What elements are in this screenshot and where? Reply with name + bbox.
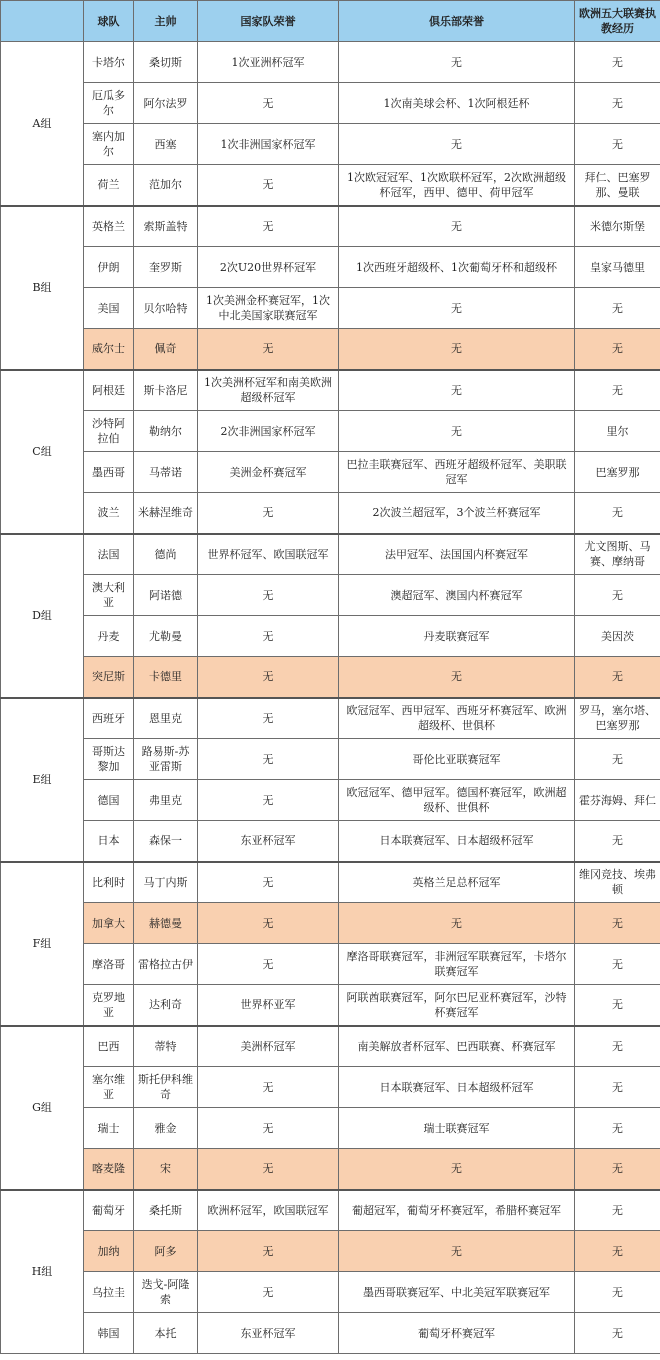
coach-cell: 马蒂诺 bbox=[134, 452, 198, 493]
national-honors-cell: 世界杯亚军 bbox=[198, 985, 339, 1026]
table-body bbox=[1, 42, 660, 1354]
europe-experience-cell: 无 bbox=[575, 1190, 660, 1231]
table-row bbox=[1, 1108, 660, 1149]
table-row bbox=[1, 780, 660, 821]
national-honors-cell: 无 bbox=[198, 616, 339, 657]
national-honors-cell: 无 bbox=[198, 657, 339, 698]
team-cell: 克罗地亚 bbox=[84, 985, 134, 1026]
europe-experience-cell: 尤文图斯、马赛、摩纳哥 bbox=[575, 534, 660, 575]
team-cell: 荷兰 bbox=[84, 165, 134, 206]
table-row bbox=[1, 411, 660, 452]
table-row bbox=[1, 862, 660, 903]
team-cell: 葡萄牙 bbox=[84, 1190, 134, 1231]
team-cell: 比利时 bbox=[84, 862, 134, 903]
club-honors-cell: 1次西班牙超级杯、1次葡萄牙杯和超级杯 bbox=[339, 247, 575, 288]
team-cell: 瑞士 bbox=[84, 1108, 134, 1149]
europe-experience-cell: 无 bbox=[575, 985, 660, 1026]
team-cell: 加纳 bbox=[84, 1231, 134, 1272]
club-honors-cell: 1次南美球会杯、1次阿根廷杯 bbox=[339, 83, 575, 124]
europe-experience-cell: 里尔 bbox=[575, 411, 660, 452]
team-cell: 威尔士 bbox=[84, 329, 134, 370]
club-honors-cell: 法甲冠军、法国国内杯赛冠军 bbox=[339, 534, 575, 575]
national-honors-cell: 1次亚洲杯冠军 bbox=[198, 42, 339, 83]
europe-experience-cell: 巴塞罗那 bbox=[575, 452, 660, 493]
team-cell: 卡塔尔 bbox=[84, 42, 134, 83]
coach-cell: 桑切斯 bbox=[134, 42, 198, 83]
national-honors-cell: 无 bbox=[198, 1149, 339, 1190]
national-honors-cell: 1次美洲金杯赛冠军，1次中北美国家联赛冠军 bbox=[198, 288, 339, 329]
team-cell: 加拿大 bbox=[84, 903, 134, 944]
club-honors-cell: 无 bbox=[339, 42, 575, 83]
club-honors-cell: 葡萄牙杯赛冠军 bbox=[339, 1313, 575, 1354]
europe-experience-cell: 无 bbox=[575, 493, 660, 534]
coach-cell: 蒂特 bbox=[134, 1026, 198, 1067]
coach-cell: 达利奇 bbox=[134, 985, 198, 1026]
header-club-honors: 俱乐部荣誉 bbox=[339, 1, 575, 42]
table-row bbox=[1, 1026, 660, 1067]
europe-experience-cell: 无 bbox=[575, 575, 660, 616]
coach-cell: 雷格拉古伊 bbox=[134, 944, 198, 985]
club-honors-cell: 无 bbox=[339, 288, 575, 329]
europe-experience-cell: 无 bbox=[575, 329, 660, 370]
club-honors-cell: 欧冠冠军、德甲冠军。德国杯赛冠军，欧洲超级杯、世俱杯 bbox=[339, 780, 575, 821]
group-label: C组 bbox=[1, 370, 84, 534]
europe-experience-cell: 无 bbox=[575, 1067, 660, 1108]
team-cell: 伊朗 bbox=[84, 247, 134, 288]
header-row bbox=[1, 1, 660, 42]
team-cell: 英格兰 bbox=[84, 206, 134, 247]
national-honors-cell: 2次U20世界杯冠军 bbox=[198, 247, 339, 288]
table-row bbox=[1, 698, 660, 739]
coach-cell: 弗里克 bbox=[134, 780, 198, 821]
team-cell: 德国 bbox=[84, 780, 134, 821]
europe-experience-cell: 美因茨 bbox=[575, 616, 660, 657]
national-honors-cell: 美洲金杯赛冠军 bbox=[198, 452, 339, 493]
national-honors-cell: 2次非洲国家杯冠军 bbox=[198, 411, 339, 452]
europe-experience-cell: 无 bbox=[575, 1272, 660, 1313]
team-cell: 喀麦隆 bbox=[84, 1149, 134, 1190]
table-row bbox=[1, 1313, 660, 1354]
group-label: E组 bbox=[1, 698, 84, 862]
coach-cell: 西塞 bbox=[134, 124, 198, 165]
team-cell: 哥斯达黎加 bbox=[84, 739, 134, 780]
coach-cell: 斯托伊科维奇 bbox=[134, 1067, 198, 1108]
national-honors-cell: 无 bbox=[198, 165, 339, 206]
table-row bbox=[1, 1272, 660, 1313]
club-honors-cell: 墨西哥联赛冠军、中北美冠军联赛冠军 bbox=[339, 1272, 575, 1313]
club-honors-cell: 欧冠冠军、西甲冠军、西班牙杯赛冠军、欧洲超级杯、世俱杯 bbox=[339, 698, 575, 739]
team-cell: 沙特阿拉伯 bbox=[84, 411, 134, 452]
europe-experience-cell: 罗马，塞尔塔、巴塞罗那 bbox=[575, 698, 660, 739]
club-honors-cell: 无 bbox=[339, 124, 575, 165]
europe-experience-cell: 无 bbox=[575, 1026, 660, 1067]
europe-experience-cell: 无 bbox=[575, 370, 660, 411]
national-honors-cell: 无 bbox=[198, 944, 339, 985]
national-honors-cell: 无 bbox=[198, 83, 339, 124]
table-row bbox=[1, 452, 660, 493]
table-row bbox=[1, 370, 660, 411]
table-row bbox=[1, 821, 660, 862]
coach-cell: 桑托斯 bbox=[134, 1190, 198, 1231]
europe-experience-cell: 无 bbox=[575, 1231, 660, 1272]
national-honors-cell: 东亚杯冠军 bbox=[198, 821, 339, 862]
table-row bbox=[1, 206, 660, 247]
europe-experience-cell: 无 bbox=[575, 42, 660, 83]
coach-cell: 森保一 bbox=[134, 821, 198, 862]
europe-experience-cell: 无 bbox=[575, 288, 660, 329]
coach-cell: 奎罗斯 bbox=[134, 247, 198, 288]
table-row bbox=[1, 288, 660, 329]
club-honors-cell: 巴拉圭联赛冠军、西班牙超级杯冠军、美职联冠军 bbox=[339, 452, 575, 493]
coach-cell: 恩里克 bbox=[134, 698, 198, 739]
table-row bbox=[1, 657, 660, 698]
club-honors-cell: 摩洛哥联赛冠军，非洲冠军联赛冠军，卡塔尔联赛冠军 bbox=[339, 944, 575, 985]
table-row bbox=[1, 616, 660, 657]
coach-cell: 卡德里 bbox=[134, 657, 198, 698]
team-cell: 塞内加尔 bbox=[84, 124, 134, 165]
group-label: G组 bbox=[1, 1026, 84, 1190]
team-cell: 美国 bbox=[84, 288, 134, 329]
club-honors-cell: 无 bbox=[339, 1149, 575, 1190]
national-honors-cell: 无 bbox=[198, 903, 339, 944]
national-honors-cell: 无 bbox=[198, 780, 339, 821]
group-label: F组 bbox=[1, 862, 84, 1026]
europe-experience-cell: 无 bbox=[575, 83, 660, 124]
europe-experience-cell: 无 bbox=[575, 739, 660, 780]
table-row bbox=[1, 944, 660, 985]
team-cell: 阿根廷 bbox=[84, 370, 134, 411]
club-honors-cell: 无 bbox=[339, 1231, 575, 1272]
coach-cell: 路易斯-苏亚雷斯 bbox=[134, 739, 198, 780]
team-cell: 厄瓜多尔 bbox=[84, 83, 134, 124]
group-label: D组 bbox=[1, 534, 84, 698]
header-national-honors: 国家队荣誉 bbox=[198, 1, 339, 42]
europe-experience-cell: 拜仁、巴塞罗那、曼联 bbox=[575, 165, 660, 206]
table-row bbox=[1, 1190, 660, 1231]
coach-cell: 阿尔法罗 bbox=[134, 83, 198, 124]
coach-cell: 勒纳尔 bbox=[134, 411, 198, 452]
club-honors-cell: 无 bbox=[339, 370, 575, 411]
coach-cell: 米赫涅维奇 bbox=[134, 493, 198, 534]
club-honors-cell: 阿联酋联赛冠军，阿尔巴尼亚杯赛冠军，沙特杯赛冠军 bbox=[339, 985, 575, 1026]
club-honors-cell: 1次欧冠冠军、1次欧联杯冠军，2次欧洲超级杯冠军，西甲、德甲、荷甲冠军 bbox=[339, 165, 575, 206]
table-row bbox=[1, 1149, 660, 1190]
national-honors-cell: 无 bbox=[198, 329, 339, 370]
europe-experience-cell: 无 bbox=[575, 903, 660, 944]
coach-cell: 佩奇 bbox=[134, 329, 198, 370]
club-honors-cell: 无 bbox=[339, 657, 575, 698]
national-honors-cell: 无 bbox=[198, 206, 339, 247]
club-honors-cell: 英格兰足总杯冠军 bbox=[339, 862, 575, 903]
europe-experience-cell: 米德尔斯堡 bbox=[575, 206, 660, 247]
coach-cell: 赫德曼 bbox=[134, 903, 198, 944]
coach-cell: 德尚 bbox=[134, 534, 198, 575]
coach-cell: 斯卡洛尼 bbox=[134, 370, 198, 411]
header-group bbox=[1, 1, 84, 42]
group-label: H组 bbox=[1, 1190, 84, 1354]
national-honors-cell: 1次非洲国家杯冠军 bbox=[198, 124, 339, 165]
header-coach: 主帅 bbox=[134, 1, 198, 42]
table-row bbox=[1, 165, 660, 206]
club-honors-cell: 葡超冠军，葡萄牙杯赛冠军，希腊杯赛冠军 bbox=[339, 1190, 575, 1231]
club-honors-cell: 南美解放者杯冠军、巴西联赛、杯赛冠军 bbox=[339, 1026, 575, 1067]
club-honors-cell: 2次波兰超冠军，3个波兰杯赛冠军 bbox=[339, 493, 575, 534]
table-row bbox=[1, 1231, 660, 1272]
team-cell: 墨西哥 bbox=[84, 452, 134, 493]
team-cell: 突尼斯 bbox=[84, 657, 134, 698]
coach-cell: 尤勒曼 bbox=[134, 616, 198, 657]
club-honors-cell: 瑞士联赛冠军 bbox=[339, 1108, 575, 1149]
team-cell: 乌拉圭 bbox=[84, 1272, 134, 1313]
table-row bbox=[1, 42, 660, 83]
europe-experience-cell: 无 bbox=[575, 944, 660, 985]
national-honors-cell: 美洲杯冠军 bbox=[198, 1026, 339, 1067]
coach-cell: 本托 bbox=[134, 1313, 198, 1354]
coach-cell: 阿多 bbox=[134, 1231, 198, 1272]
club-honors-cell: 澳超冠军、澳国内杯赛冠军 bbox=[339, 575, 575, 616]
coach-cell: 马丁内斯 bbox=[134, 862, 198, 903]
club-honors-cell: 日本联赛冠军、日本超级杯冠军 bbox=[339, 821, 575, 862]
coach-cell: 阿诺德 bbox=[134, 575, 198, 616]
national-honors-cell: 无 bbox=[198, 1231, 339, 1272]
coach-cell: 索斯盖特 bbox=[134, 206, 198, 247]
europe-experience-cell: 霍芬海姆、拜仁 bbox=[575, 780, 660, 821]
team-cell: 西班牙 bbox=[84, 698, 134, 739]
national-honors-cell: 1次美洲杯冠军和南美欧洲超级杯冠军 bbox=[198, 370, 339, 411]
header-europe-experience: 欧洲五大联赛执教经历 bbox=[575, 1, 660, 42]
coach-cell: 范加尔 bbox=[134, 165, 198, 206]
table-row bbox=[1, 1067, 660, 1108]
national-honors-cell: 东亚杯冠军 bbox=[198, 1313, 339, 1354]
coach-cell: 雅金 bbox=[134, 1108, 198, 1149]
europe-experience-cell: 无 bbox=[575, 1108, 660, 1149]
club-honors-cell: 无 bbox=[339, 411, 575, 452]
team-cell: 巴西 bbox=[84, 1026, 134, 1067]
europe-experience-cell: 维冈竞技、埃弗顿 bbox=[575, 862, 660, 903]
group-label: A组 bbox=[1, 42, 84, 206]
team-cell: 波兰 bbox=[84, 493, 134, 534]
table-row bbox=[1, 575, 660, 616]
national-honors-cell: 无 bbox=[198, 1067, 339, 1108]
national-honors-cell: 无 bbox=[198, 698, 339, 739]
table-row bbox=[1, 903, 660, 944]
table-row bbox=[1, 124, 660, 165]
national-honors-cell: 世界杯冠军、欧国联冠军 bbox=[198, 534, 339, 575]
europe-experience-cell: 无 bbox=[575, 1313, 660, 1354]
coach-cell: 迭戈-阿隆索 bbox=[134, 1272, 198, 1313]
national-honors-cell: 无 bbox=[198, 862, 339, 903]
europe-experience-cell: 无 bbox=[575, 124, 660, 165]
club-honors-cell: 日本联赛冠军、日本超级杯冠军 bbox=[339, 1067, 575, 1108]
table-row bbox=[1, 493, 660, 534]
team-cell: 摩洛哥 bbox=[84, 944, 134, 985]
team-cell: 韩国 bbox=[84, 1313, 134, 1354]
europe-experience-cell: 无 bbox=[575, 821, 660, 862]
national-honors-cell: 无 bbox=[198, 493, 339, 534]
club-honors-cell: 丹麦联赛冠军 bbox=[339, 616, 575, 657]
coach-cell: 贝尔哈特 bbox=[134, 288, 198, 329]
table-row bbox=[1, 83, 660, 124]
table-row bbox=[1, 329, 660, 370]
team-cell: 日本 bbox=[84, 821, 134, 862]
europe-experience-cell: 无 bbox=[575, 657, 660, 698]
national-honors-cell: 无 bbox=[198, 1108, 339, 1149]
club-honors-cell: 无 bbox=[339, 903, 575, 944]
table-row bbox=[1, 247, 660, 288]
club-honors-cell: 无 bbox=[339, 329, 575, 370]
national-honors-cell: 欧洲杯冠军，欧国联冠军 bbox=[198, 1190, 339, 1231]
club-honors-cell: 哥伦比亚联赛冠军 bbox=[339, 739, 575, 780]
table-row bbox=[1, 534, 660, 575]
team-cell: 澳大利亚 bbox=[84, 575, 134, 616]
header-team: 球队 bbox=[84, 1, 134, 42]
team-cell: 法国 bbox=[84, 534, 134, 575]
team-cell: 塞尔维亚 bbox=[84, 1067, 134, 1108]
national-honors-cell: 无 bbox=[198, 575, 339, 616]
group-label: B组 bbox=[1, 206, 84, 370]
national-honors-cell: 无 bbox=[198, 739, 339, 780]
europe-experience-cell: 无 bbox=[575, 1149, 660, 1190]
europe-experience-cell: 皇家马德里 bbox=[575, 247, 660, 288]
coach-cell: 宋 bbox=[134, 1149, 198, 1190]
national-honors-cell: 无 bbox=[198, 1272, 339, 1313]
table-row bbox=[1, 985, 660, 1026]
team-cell: 丹麦 bbox=[84, 616, 134, 657]
club-honors-cell: 无 bbox=[339, 206, 575, 247]
table-row bbox=[1, 739, 660, 780]
